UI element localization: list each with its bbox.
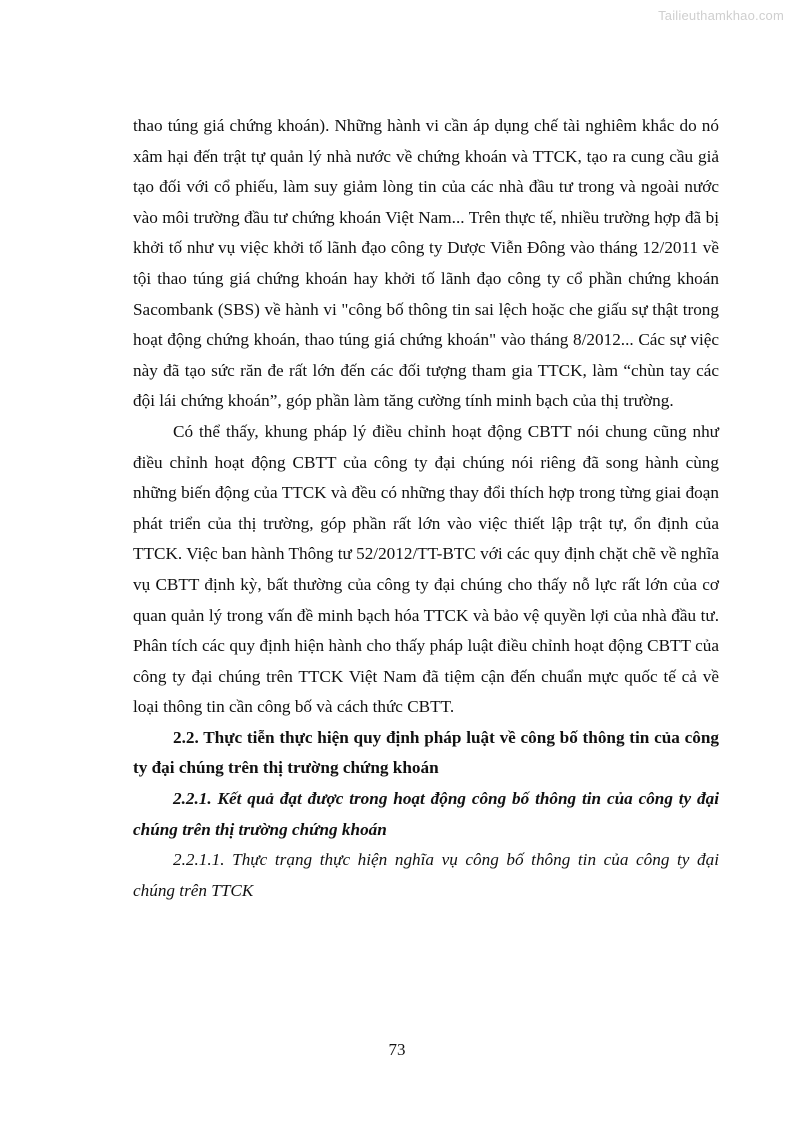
- watermark-text: Tailieuthamkhao.com: [658, 8, 784, 23]
- paragraph-continuation: thao túng giá chứng khoán). Những hành vi cần áp dụng chế tài nghiêm khắc do nó xâm hại đến trật tự quản lý nhà nước về chứng khoán và TTCK, tạo ra cung cầu giả tạo đối với cổ phiếu, làm suy giảm lòng tin của các nhà đầu tư trong và ngoài nước vào môi trường đầu tư chứng khoán Việt Nam... Trên thực tế, nhiều trường hợp đã bị khởi tố như vụ việc khởi tố lãnh đạo công ty Dược Viễn Đông vào tháng 12/2011 về tội thao túng giá chứng khoán hay khởi tố lãnh đạo công ty cổ phần chứng khoán Sacombank (SBS) về hành vi "công bố thông tin sai lệch hoặc che giấu sự thật trong hoạt động chứng khoán, thao túng giá chứng khoán" vào tháng 8/2012... Các sự việc này đã tạo sức răn đe rất lớn đến các đối tượng tham gia TTCK, làm “chùn tay các đội lái chứng khoán”, góp phần làm tăng cường tính minh bạch của thị trường.: [133, 116, 719, 411]
- section-heading-2-2: 2.2. Thực tiễn thực hiện quy định pháp luật về công bố thông tin của công ty đại chúng trên thị trường chứng khoán: [133, 727, 719, 778]
- document-body: [133, 111, 719, 906]
- section-heading-2-2-1-1: 2.2.1.1. Thực trạng thực hiện nghĩa vụ công bố thông tin của công ty đại chúng trên TTCK: [133, 850, 719, 900]
- paragraph-legal-framework: Có thể thấy, khung pháp lý điều chỉnh hoạt động CBTT nói chung cũng như điều chỉnh hoạt động CBTT của công ty đại chúng nói riêng đã song hành cùng những biến động của TTCK và đều có những thay đổi thích hợp trong từng giai đoạn phát triển của thị trường, góp phần rất lớn vào việc thiết lập trật tự, ổn định của TTCK. Việc ban hành Thông tư 52/2012/TT-BTC với các quy định chặt chẽ về nghĩa vụ CBTT định kỳ, bất thường của công ty đại chúng cho thấy nỗ lực rất lớn của cơ quan quản lý trong vấn đề minh bạch hóa TTCK và bảo vệ quyền lợi của nhà đầu tư. Phân tích các quy định hiện hành cho thấy pháp luật điều chỉnh hoạt động CBTT của công ty đại chúng trên TTCK Việt Nam đã tiệm cận đến chuẩn mực quốc tế cả về loại thông tin cần công bố và cách thức CBTT.: [133, 421, 719, 717]
- section-heading-2-2-1: 2.2.1. Kết quả đạt được trong hoạt động công bố thông tin của công ty đại chúng trên thị trường chứng khoán: [133, 789, 719, 839]
- page-number: 73: [388, 1040, 406, 1059]
